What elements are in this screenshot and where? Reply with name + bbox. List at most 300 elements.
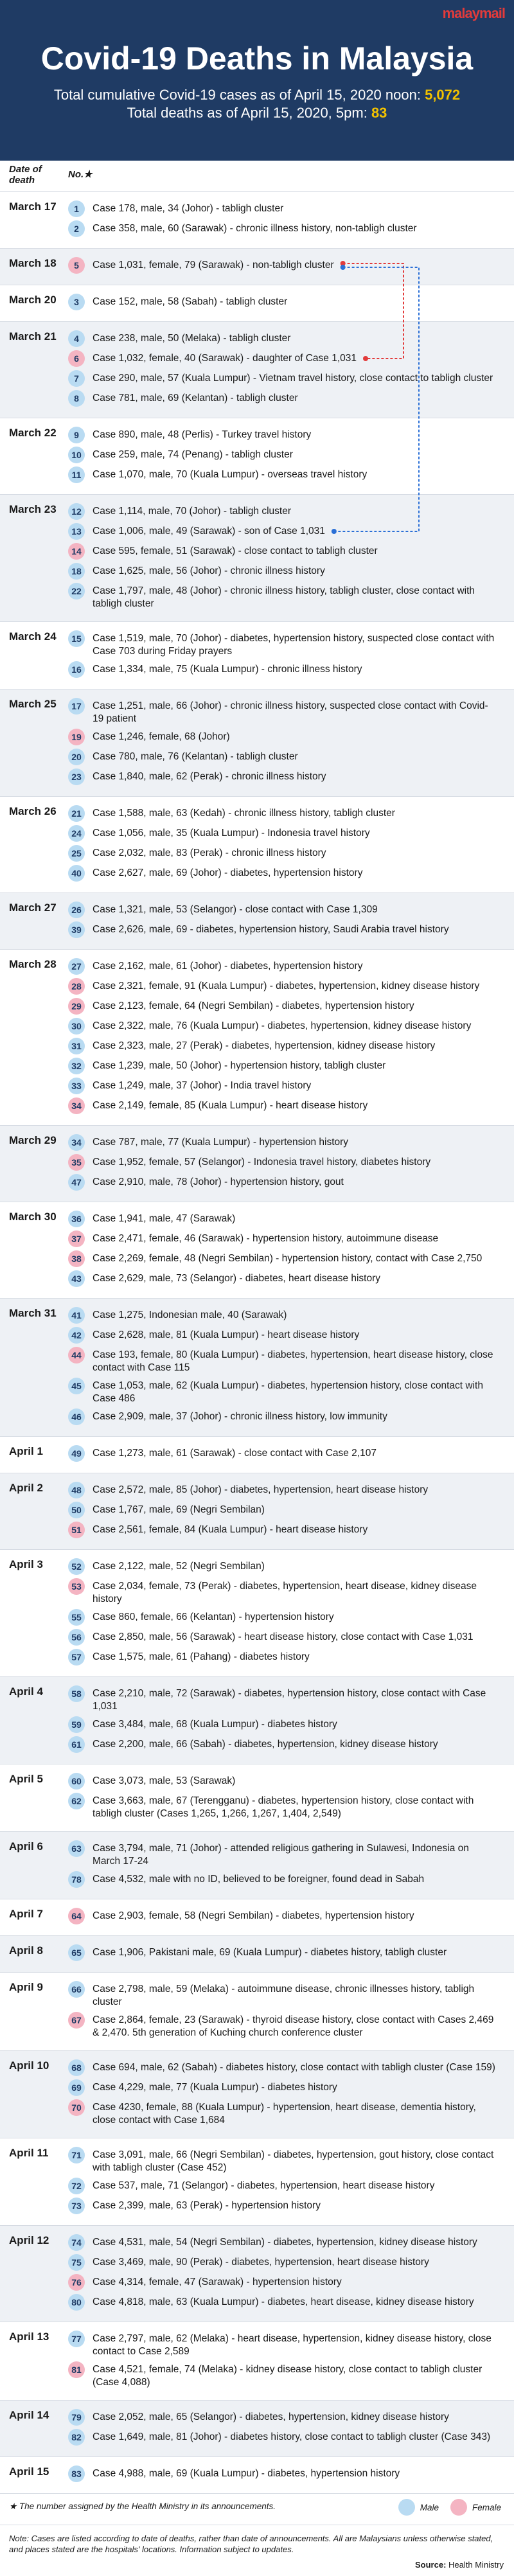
- case-row: [64, 390, 514, 407]
- male-number-badge: 59: [68, 1716, 85, 1733]
- case-description: Case 2,032, male, 83 (Perak) - chronic illness history: [93, 848, 326, 858]
- case-description: Case 1,273, male, 61 (Sarawak) - close contact with Case 2,107: [93, 1448, 377, 1459]
- case-row: [64, 1685, 514, 1713]
- brand-logo: [443, 5, 505, 22]
- case-row: [64, 1649, 514, 1666]
- case-description: Case 2,626, male, 69 - diabetes, hypertension history, Saudi Arabia travel history: [93, 924, 449, 935]
- case-row: [64, 1840, 514, 1868]
- case-row: [64, 220, 514, 237]
- case-description: Case 1,767, male, 69 (Negri Sembilan): [93, 1504, 265, 1515]
- date-label: March 26: [9, 805, 57, 817]
- female-dot-icon: [450, 2499, 467, 2516]
- male-number-badge: 63: [68, 1840, 85, 1857]
- case-list: [64, 1942, 514, 1964]
- case-description: Case 1,239, male, 50 (Johor) - hypertension history, tabligh cluster: [93, 1060, 386, 1071]
- case-description: Case 2,627, male, 69 (Johor) - diabetes, hypertension history: [93, 867, 363, 878]
- date-group: [0, 950, 514, 1126]
- female-number-badge: 6: [68, 350, 85, 367]
- case-description: Case 3,469, male, 90 (Perak) - diabetes, hypertension, heart disease history: [93, 2257, 429, 2268]
- case-description: Case 2,628, male, 81 (Kuala Lumpur) - heart disease history: [93, 1329, 360, 1340]
- male-number-badge: 18: [68, 563, 85, 580]
- case-description: Case 2,399, male, 63 (Perak) - hypertension history: [93, 2200, 321, 2211]
- date-group: [0, 1473, 514, 1550]
- male-number-badge: 2: [68, 220, 85, 237]
- male-number-badge: 48: [68, 1482, 85, 1498]
- case-row: [64, 1174, 514, 1191]
- date-group: [0, 1832, 514, 1899]
- case-row: [64, 1154, 514, 1171]
- case-row: [64, 2147, 514, 2174]
- case-row: [64, 1270, 514, 1287]
- case-description: Case 4,229, male, 77 (Kuala Lumpur) - diabetes history: [93, 2082, 337, 2093]
- case-list: [64, 1480, 514, 1541]
- case-list: [64, 425, 514, 486]
- case-row: [64, 2254, 514, 2271]
- case-description: Case 2,269, female, 48 (Negri Sembilan) - hypertension history, contact with Case 2,750: [93, 1253, 483, 1264]
- female-number-badge: 67: [68, 2012, 85, 2029]
- female-number-badge: 53: [68, 1578, 85, 1595]
- case-description: Case 3,484, male, 68 (Kuala Lumpur) - diabetes history: [93, 1719, 337, 1730]
- male-number-badge: 9: [68, 427, 85, 443]
- case-description: Case 1,032, female, 40 (Sarawak) - daughter of Case 1,031: [93, 353, 357, 364]
- male-number-badge: 26: [68, 902, 85, 918]
- male-number-badge: 68: [68, 2059, 85, 2076]
- male-dot-icon: [398, 2499, 415, 2516]
- male-number-badge: 61: [68, 1736, 85, 1753]
- date-label: April 12: [9, 2234, 49, 2246]
- date-group: [0, 285, 514, 322]
- case-row: [64, 661, 514, 678]
- case-description: Case 1,321, male, 53 (Selangor) - close contact with Case 1,309: [93, 904, 378, 915]
- male-number-badge: 15: [68, 630, 85, 647]
- male-number-badge: 72: [68, 2178, 85, 2194]
- case-row: [64, 1307, 514, 1324]
- case-row: [64, 2099, 514, 2127]
- case-row: [64, 1609, 514, 1626]
- case-row: [64, 1871, 514, 1888]
- date-label: March 22: [9, 427, 57, 439]
- case-row: [64, 1522, 514, 1538]
- case-description: Case 787, male, 77 (Kuala Lumpur) - hypertension history: [93, 1137, 349, 1148]
- male-number-badge: 23: [68, 768, 85, 785]
- date-group: [0, 1126, 514, 1202]
- case-row: [64, 1558, 514, 1575]
- male-number-badge: 71: [68, 2147, 85, 2163]
- date-column-label: Date of death: [9, 164, 42, 186]
- date-label: March 30: [9, 1211, 57, 1223]
- female-number-badge: 28: [68, 978, 85, 995]
- male-number-badge: 11: [68, 466, 85, 483]
- male-number-badge: 62: [68, 1793, 85, 1809]
- male-number-badge: 10: [68, 447, 85, 463]
- footnote: Note: Cases are listed according to date of deaths, rather than date of announcements. All are Malaysians unless otherwise stated, and places stated are the hospitals' locations. Information subject to updates.: [9, 2534, 493, 2554]
- case-description: Case 2,561, female, 84 (Kuala Lumpur) - heart disease history: [93, 1524, 368, 1535]
- case-description: Case 890, male, 48 (Perlis) - Turkey travel history: [93, 429, 312, 440]
- case-description: Case 2,471, female, 46 (Sarawak) - hypertension history, autoimmune disease: [93, 1233, 439, 1244]
- case-list: [64, 2464, 514, 2485]
- male-number-badge: 40: [68, 865, 85, 882]
- case-list: [64, 1979, 514, 2043]
- female-number-badge: 35: [68, 1154, 85, 1171]
- case-row: [64, 447, 514, 463]
- date-label: April 11: [9, 2147, 49, 2159]
- date-label: March 29: [9, 1134, 57, 1146]
- date-group: [0, 2457, 514, 2494]
- male-number-badge: 43: [68, 1270, 85, 1287]
- case-row: [64, 1578, 514, 1606]
- case-description: Case 4,531, male, 54 (Negri Sembilan) - diabetes, hypertension, kidney disease history: [93, 2237, 477, 2248]
- legend-note: ★ The number assigned by the Health Ministry in its announcements.: [9, 2501, 276, 2511]
- male-number-badge: 8: [68, 390, 85, 407]
- case-row: [64, 1230, 514, 1247]
- case-list: [64, 255, 514, 277]
- case-description: Case 1,006, male, 49 (Sarawak) - son of Case 1,031: [93, 526, 325, 537]
- case-description: Case 2,909, male, 37 (Johor) - chronic illness history, low immunity: [93, 1411, 387, 1422]
- case-description: Case 2,322, male, 76 (Kuala Lumpur) - diabetes, hypertension, kidney disease history: [93, 1020, 472, 1031]
- male-number-badge: 75: [68, 2254, 85, 2271]
- case-row: [64, 1134, 514, 1151]
- case-description: Case 2,034, female, 73 (Perak) - diabetes, hypertension, heart disease, kidney disease history: [93, 1581, 477, 1604]
- case-row: [64, 1773, 514, 1790]
- legend-male-label: Male: [420, 2502, 439, 2512]
- female-number-badge: 81: [68, 2361, 85, 2378]
- female-number-badge: 51: [68, 1522, 85, 1538]
- case-description: Case 2,200, male, 66 (Sabah) - diabetes, hypertension, kidney disease history: [93, 1739, 438, 1750]
- case-description: Case 3,091, male, 66 (Negri Sembilan) - diabetes, hypertension, gout history, close contact with tabligh cluster (Case 452): [93, 2149, 494, 2173]
- date-label: March 17: [9, 200, 57, 213]
- legend-keys: [387, 2499, 501, 2516]
- case-description: Case 781, male, 69 (Kelantan) - tabligh cluster: [93, 393, 298, 404]
- case-description: Case 4,314, female, 47 (Sarawak) - hypertension history: [93, 2277, 342, 2287]
- female-number-badge: 44: [68, 1347, 85, 1364]
- case-row: [64, 1944, 514, 1961]
- case-list: [64, 2232, 514, 2314]
- date-label: March 21: [9, 330, 57, 342]
- case-row: [64, 958, 514, 975]
- date-label: April 3: [9, 1558, 43, 1570]
- date-label: April 5: [9, 1773, 43, 1785]
- male-number-badge: 41: [68, 1307, 85, 1324]
- case-description: Case 1,625, male, 56 (Johor) - chronic illness history: [93, 565, 325, 576]
- date-group: [0, 1437, 514, 1473]
- date-group: [0, 2322, 514, 2401]
- case-description: Case 1,114, male, 70 (Johor) - tabligh cluster: [93, 506, 292, 517]
- date-group: [0, 322, 514, 418]
- case-description: Case 2,052, male, 65 (Selangor) - diabetes, hypertension, kidney disease history: [93, 2412, 449, 2422]
- case-description: Case 4,988, male, 69 (Kuala Lumpur) - diabetes, hypertension history: [93, 2468, 400, 2479]
- case-row: [64, 805, 514, 822]
- male-number-badge: 31: [68, 1038, 85, 1054]
- case-description: Case 238, male, 50 (Melaka) - tabligh cluster: [93, 333, 291, 344]
- case-description: Case 3,663, male, 67 (Terengganu) - diabetes, hypertension history, close contact with tabligh cluster (Cases 1,265, 1,266, 1,267, 1,404, 2,549): [93, 1795, 474, 1819]
- case-row: [64, 845, 514, 862]
- case-row: [64, 1736, 514, 1753]
- male-number-badge: 7: [68, 370, 85, 387]
- case-row: [64, 2234, 514, 2251]
- case-description: Case 2,572, male, 85 (Johor) - diabetes, hypertension, heart disease history: [93, 1484, 429, 1495]
- case-row: [64, 1058, 514, 1074]
- case-description: Case 1,334, male, 75 (Kuala Lumpur) - chronic illness history: [93, 664, 362, 675]
- case-list: [64, 1683, 514, 1756]
- female-number-badge: 19: [68, 729, 85, 745]
- case-description: Case 694, male, 62 (Sabah) - diabetes history, close contact with tabligh cluster (Case 159): [93, 2062, 495, 2073]
- case-row: [64, 523, 514, 540]
- male-number-badge: 21: [68, 805, 85, 822]
- case-list: [64, 628, 514, 681]
- case-description: Case 1,249, male, 37 (Johor) - India travel history: [93, 1080, 312, 1091]
- male-number-badge: 32: [68, 1058, 85, 1074]
- male-number-badge: 58: [68, 1685, 85, 1702]
- male-number-badge: 50: [68, 1502, 85, 1518]
- male-number-badge: 30: [68, 1018, 85, 1035]
- male-number-badge: 1: [68, 200, 85, 217]
- male-number-badge: 17: [68, 698, 85, 715]
- brand-text: malaymail: [442, 5, 505, 21]
- male-number-badge: 73: [68, 2198, 85, 2214]
- case-row: [64, 2409, 514, 2426]
- case-row: [64, 978, 514, 995]
- case-description: Case 178, male, 34 (Johor) - tabligh cluster: [93, 203, 284, 214]
- male-number-badge: 56: [68, 1629, 85, 1646]
- case-row: [64, 749, 514, 765]
- case-row: [64, 2294, 514, 2311]
- case-description: Case 2,864, female, 23 (Sarawak) - thyroid disease history, close contact with Cases 2,469 & 2,470. 5th generation of Kuching church conference cluster: [93, 2014, 494, 2038]
- case-row: [64, 1629, 514, 1646]
- case-description: Case 2,122, male, 52 (Negri Sembilan): [93, 1561, 265, 1572]
- case-description: Case 4,818, male, 63 (Kuala Lumpur) - diabetes, heart disease, kidney disease history: [93, 2296, 474, 2307]
- male-number-badge: 78: [68, 1871, 85, 1888]
- case-description: Case 4,532, male with no ID, believed to be foreigner, found dead in Sabah: [93, 1874, 425, 1885]
- male-number-badge: 66: [68, 1981, 85, 1998]
- date-label: March 25: [9, 698, 57, 710]
- date-group: [0, 1677, 514, 1764]
- male-number-badge: 42: [68, 1327, 85, 1344]
- case-row: [64, 1347, 514, 1374]
- case-description: Case 1,031, female, 79 (Sarawak) - non-tabligh cluster: [93, 260, 334, 271]
- case-row: [64, 1793, 514, 1820]
- case-description: Case 1,251, male, 66 (Johor) - chronic illness history, suspected close contact with Covid-19 patient: [93, 700, 488, 724]
- male-number-badge: 13: [68, 523, 85, 540]
- case-row: [64, 2178, 514, 2194]
- male-number-badge: 74: [68, 2234, 85, 2251]
- case-row: [64, 583, 514, 610]
- case-row: [64, 768, 514, 785]
- male-number-badge: 80: [68, 2294, 85, 2311]
- date-label: March 31: [9, 1307, 57, 1319]
- legend-female-label: Female: [472, 2502, 501, 2512]
- male-number-badge: 83: [68, 2465, 85, 2482]
- case-description: Case 1,588, male, 63 (Kedah) - chronic illness history, tabligh cluster: [93, 808, 395, 819]
- male-number-badge: 47: [68, 1174, 85, 1191]
- case-description: Case 2,797, male, 62 (Melaka) - heart disease, hypertension, kidney disease history, close contact to Case 2,589: [93, 2333, 492, 2357]
- date-group: [0, 1936, 514, 1973]
- case-row: [64, 2274, 514, 2291]
- date-group: [0, 495, 514, 622]
- male-number-badge: 36: [68, 1211, 85, 1227]
- case-description: Case 1,575, male, 61 (Pahang) - diabetes history: [93, 1651, 310, 1662]
- case-row: [64, 698, 514, 725]
- case-description: Case 2,323, male, 27 (Perak) - diabetes, hypertension, kidney disease history: [93, 1040, 436, 1051]
- date-group: [0, 2226, 514, 2322]
- source-line: [0, 2557, 514, 2576]
- male-number-badge: 57: [68, 1649, 85, 1666]
- case-row: [64, 350, 514, 367]
- case-row: [64, 1408, 514, 1425]
- source-value: Health Ministry: [448, 2560, 504, 2570]
- case-row: [64, 2331, 514, 2358]
- case-list: [64, 696, 514, 788]
- date-label: April 15: [9, 2465, 49, 2478]
- female-number-badge: 38: [68, 1250, 85, 1267]
- total-deaths-value: 83: [371, 104, 387, 121]
- male-number-badge: 82: [68, 2429, 85, 2446]
- male-number-badge: 27: [68, 958, 85, 975]
- case-list: [64, 1771, 514, 1824]
- case-description: Case 1,797, male, 48 (Johor) - chronic illness history, tabligh cluster, close contact with tabligh cluster: [93, 585, 475, 609]
- case-row: [64, 2198, 514, 2214]
- case-row: [64, 2059, 514, 2076]
- case-description: Case 1,056, male, 35 (Kuala Lumpur) - Indonesia travel history: [93, 828, 370, 839]
- case-description: Case 537, male, 71 (Selangor) - diabetes, hypertension, heart disease history: [93, 2180, 435, 2191]
- column-headers: [0, 161, 514, 192]
- case-description: Case 358, male, 60 (Sarawak) - chronic illness history, non-tabligh cluster: [93, 223, 417, 234]
- male-number-badge: 65: [68, 1944, 85, 1961]
- case-row: [64, 1327, 514, 1344]
- case-row: [64, 1097, 514, 1114]
- male-number-badge: 79: [68, 2409, 85, 2426]
- case-description: Case 193, female, 80 (Kuala Lumpur) - diabetes, hypertension, heart disease history, close contact with Case 115: [93, 1349, 493, 1373]
- male-number-badge: 52: [68, 1558, 85, 1575]
- total-cases-value: 5,072: [425, 87, 461, 103]
- male-number-badge: 39: [68, 921, 85, 938]
- case-row: [64, 543, 514, 560]
- case-description: Case 1,649, male, 81 (Johor) - diabetes history, close contact to tabligh cluster (Case 343): [93, 2431, 491, 2442]
- case-list: [64, 2057, 514, 2130]
- female-number-badge: 64: [68, 1908, 85, 1924]
- number-column-label: No.★: [68, 169, 93, 180]
- date-group: [0, 192, 514, 249]
- case-description: Case 290, male, 57 (Kuala Lumpur) - Vietnam travel history, close contact to tabligh cluster: [93, 373, 493, 384]
- case-description: Case 1,275, Indonesian male, 40 (Sarawak): [93, 1310, 287, 1320]
- male-number-badge: 20: [68, 749, 85, 765]
- case-row: [64, 1378, 514, 1405]
- case-row: [64, 1038, 514, 1054]
- male-number-badge: 45: [68, 1378, 85, 1394]
- case-list: [64, 2145, 514, 2217]
- case-row: [64, 998, 514, 1015]
- case-list: [64, 292, 514, 314]
- case-row: [64, 1502, 514, 1518]
- case-row: [64, 2012, 514, 2039]
- date-label: March 18: [9, 257, 57, 269]
- case-row: [64, 2465, 514, 2482]
- case-description: Case 2,850, male, 56 (Sarawak) - heart disease history, close contact with Case 1,031: [93, 1631, 474, 1642]
- date-label: March 28: [9, 958, 57, 970]
- date-group: [0, 1550, 514, 1677]
- case-description: Case 1,246, female, 68 (Johor): [93, 731, 230, 742]
- case-description: Case 3,794, male, 71 (Johor) - attended religious gathering in Sulawesi, Indonesia on March 17-24: [93, 1843, 469, 1867]
- case-description: Case 780, male, 76 (Kelantan) - tabligh cluster: [93, 751, 298, 762]
- case-row: [64, 1482, 514, 1498]
- male-number-badge: 49: [68, 1445, 85, 1462]
- total-deaths-line: [0, 104, 514, 122]
- case-row: [64, 1445, 514, 1462]
- case-row: [64, 1981, 514, 2009]
- date-label: March 20: [9, 294, 57, 306]
- date-label: March 24: [9, 630, 57, 643]
- case-row: [64, 563, 514, 580]
- total-deaths-label: Total deaths as of April 15, 2020, 5pm:: [127, 104, 371, 121]
- case-list: [64, 900, 514, 941]
- male-number-badge: 4: [68, 330, 85, 347]
- total-cases-label: Total cumulative Covid-19 cases as of April 15, 2020 noon:: [53, 87, 425, 103]
- male-number-badge: 46: [68, 1408, 85, 1425]
- case-description: Case 3,073, male, 53 (Sarawak): [93, 1775, 236, 1786]
- case-description: Case 1,070, male, 70 (Kuala Lumpur) - overseas travel history: [93, 469, 368, 480]
- female-number-badge: 70: [68, 2099, 85, 2116]
- male-number-badge: 16: [68, 661, 85, 678]
- case-description: Case 860, female, 66 (Kelantan) - hypertension history: [93, 1612, 334, 1622]
- date-group: [0, 2051, 514, 2138]
- case-row: [64, 1018, 514, 1035]
- legend: [0, 2494, 514, 2525]
- source-label: Source:: [415, 2560, 447, 2570]
- date-label: April 10: [9, 2059, 49, 2072]
- date-group: [0, 1299, 514, 1437]
- case-list: [64, 1906, 514, 1928]
- case-description: Case 152, male, 58 (Sabah) - tabligh cluster: [93, 296, 288, 307]
- case-description: Case 1,906, Pakistani male, 69 (Kuala Lumpur) - diabetes history, tabligh cluster: [93, 1947, 447, 1958]
- case-row: [64, 729, 514, 745]
- female-number-badge: 37: [68, 1230, 85, 1247]
- case-description: Case 1,519, male, 70 (Johor) - diabetes, hypertension history, suspected close contact with Case 703 during Friday prayers: [93, 633, 495, 657]
- date-label: April 7: [9, 1908, 43, 1920]
- case-list: [64, 1132, 514, 1194]
- date-label: March 27: [9, 902, 57, 914]
- case-row: [64, 294, 514, 310]
- case-description: Case 2,910, male, 78 (Johor) - hypertension history, gout: [93, 1177, 344, 1187]
- date-label: April 1: [9, 1445, 43, 1457]
- case-row: [64, 1211, 514, 1227]
- female-number-badge: 76: [68, 2274, 85, 2291]
- date-group: [0, 2401, 514, 2457]
- male-number-badge: 24: [68, 825, 85, 842]
- date-label: March 23: [9, 503, 57, 515]
- case-description: Case 1,053, male, 62 (Kuala Lumpur) - diabetes, hypertension history, close contact with Case 486: [93, 1380, 483, 1404]
- case-description: Case 1,840, male, 62 (Perak) - chronic illness history: [93, 771, 326, 782]
- date-group: [0, 1202, 514, 1299]
- case-list: [64, 803, 514, 885]
- female-number-badge: 14: [68, 543, 85, 560]
- case-description: Case 4230, female, 88 (Kuala Lumpur) - hypertension, heart disease, dementia history, close contact with Case 1,684: [93, 2102, 476, 2126]
- male-number-badge: 25: [68, 845, 85, 862]
- date-group: [0, 1973, 514, 2051]
- case-list: [64, 1838, 514, 1891]
- death-timeline: [0, 192, 514, 2494]
- case-row: [64, 503, 514, 520]
- case-row: [64, 902, 514, 918]
- case-list: [64, 2329, 514, 2392]
- male-number-badge: 22: [68, 583, 85, 600]
- case-list: [64, 1556, 514, 1669]
- male-number-badge: 77: [68, 2331, 85, 2347]
- case-description: Case 1,952, female, 57 (Selangor) - Indonesia travel history, diabetes history: [93, 1157, 431, 1168]
- case-description: Case 2,210, male, 72 (Sarawak) - diabetes, hypertension history, close contact with Case 1,031: [93, 1688, 486, 1712]
- case-description: Case 2,903, female, 58 (Negri Sembilan) - diabetes, hypertension history: [93, 1910, 414, 1921]
- date-label: April 13: [9, 2331, 49, 2343]
- date-label: April 9: [9, 1981, 43, 1993]
- total-cases-line: [0, 86, 514, 104]
